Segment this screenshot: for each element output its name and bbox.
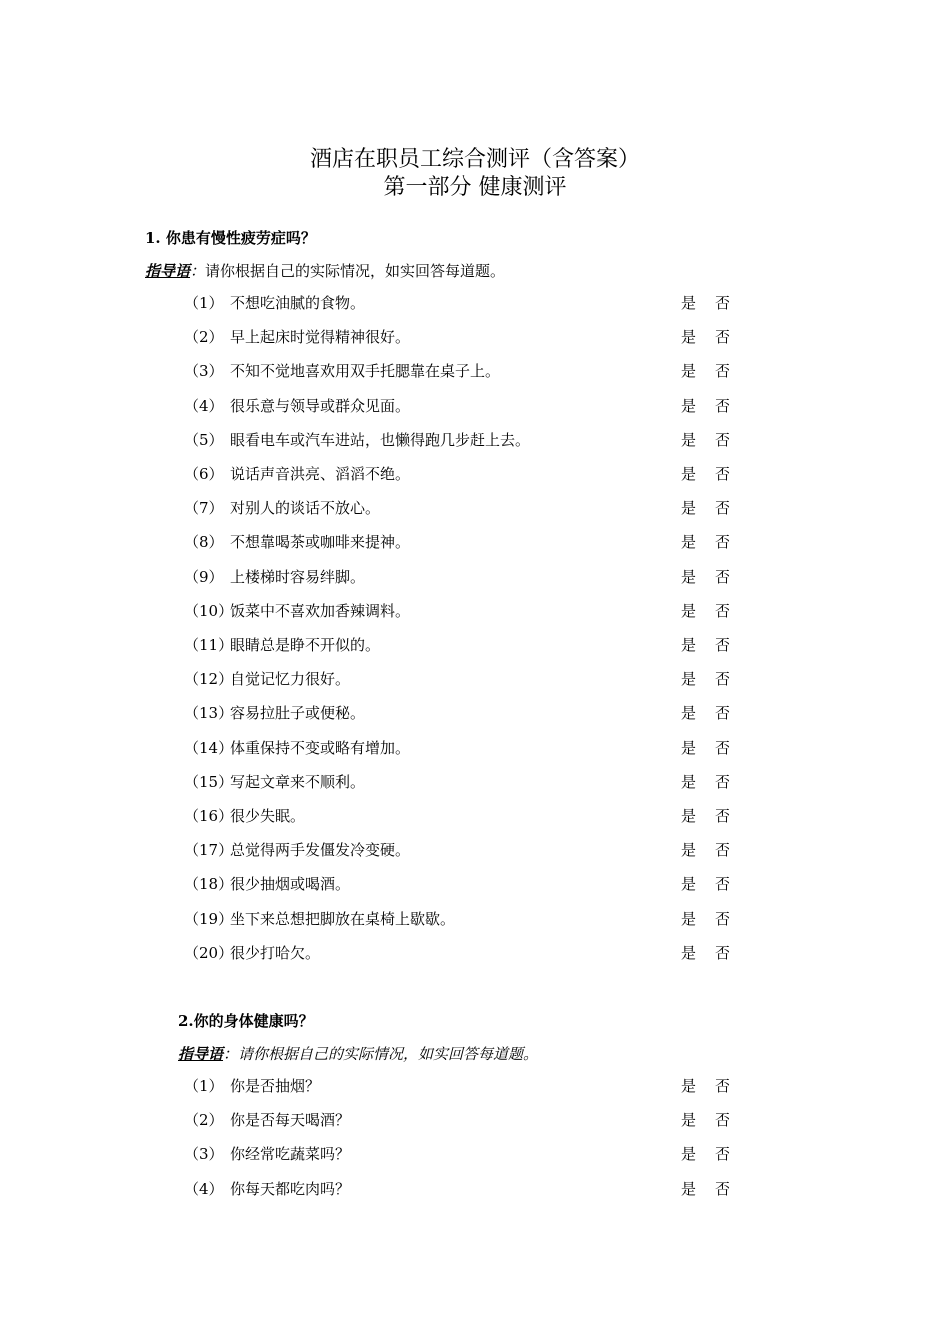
question-row	[0, 942, 950, 966]
question-row	[0, 634, 950, 658]
question-number: （1）	[184, 1077, 224, 1095]
question-row	[0, 771, 950, 795]
answer-yes-option[interactable]: 是	[681, 1077, 697, 1095]
question-row	[0, 1143, 950, 1167]
answer-no-option[interactable]: 否	[715, 841, 731, 860]
section1-guide-label: 指导语	[145, 262, 191, 280]
question-row	[0, 1075, 950, 1099]
answer-yes-option[interactable]: 是	[681, 875, 697, 894]
question-text: 体重保持不变或略有增加。	[230, 738, 411, 757]
question-row	[0, 566, 950, 590]
question-number: （5）	[184, 430, 224, 449]
question-row	[0, 531, 950, 555]
question-number: （11）	[184, 636, 234, 654]
section1-guide-colon: ：	[190, 262, 206, 280]
question-number: （20）	[184, 943, 234, 962]
question-text: 你经常吃蔬菜吗？	[230, 1145, 351, 1164]
answer-no-option[interactable]: 否	[715, 567, 731, 586]
answer-yes-option[interactable]: 是	[681, 1111, 697, 1130]
question-number: （19）	[184, 909, 234, 928]
answer-yes-option[interactable]: 是	[681, 704, 697, 723]
question-text: 很乐意与领导或群众见面。	[230, 396, 411, 415]
answer-no-option[interactable]: 否	[715, 875, 731, 894]
question-row	[0, 292, 950, 316]
answer-yes-option[interactable]: 是	[681, 1179, 697, 1198]
question-row	[0, 395, 950, 419]
question-text: 你是否每天喝酒？	[230, 1111, 351, 1130]
answer-yes-option[interactable]: 是	[681, 601, 697, 620]
answer-yes-option[interactable]: 是	[681, 430, 697, 449]
question-row	[0, 805, 950, 829]
question-row	[0, 668, 950, 692]
question-row	[0, 463, 950, 487]
question-text: 饭菜中不喜欢加香辣调料。	[230, 601, 411, 620]
title-line-1: 酒店在职员工综合测评（含答案）	[309, 147, 640, 172]
section1-guide-text: 请你根据自己的实际情况，如实回答每道题。	[205, 262, 506, 280]
question-text: 你每天都吃肉吗？	[230, 1179, 351, 1198]
question-text: 上楼梯时容易绊脚。	[230, 567, 366, 586]
answer-yes-option[interactable]: 是	[681, 841, 697, 860]
question-row	[0, 737, 950, 761]
question-number: （4）	[184, 1179, 224, 1198]
answer-yes-option[interactable]: 是	[681, 636, 697, 654]
answer-yes-option[interactable]: 是	[681, 294, 697, 312]
question-number: （6）	[184, 465, 224, 483]
question-number: （9）	[184, 567, 224, 586]
question-text: 眼看电车或汽车进站，也懒得跑几步赶上去。	[230, 430, 531, 449]
title-line-2: 第一部分 健康测评	[383, 175, 567, 200]
answer-no-option[interactable]: 否	[715, 909, 731, 928]
question-number: （18）	[184, 875, 234, 894]
answer-yes-option[interactable]: 是	[681, 909, 697, 928]
answer-no-option[interactable]: 否	[715, 636, 731, 654]
answer-no-option[interactable]: 否	[715, 1077, 731, 1095]
question-text: 容易拉肚子或便秘。	[230, 704, 366, 723]
answer-no-option[interactable]: 否	[715, 499, 731, 518]
question-number: （8）	[184, 533, 224, 552]
question-text: 不知不觉地喜欢用双手托腮靠在桌子上。	[230, 362, 501, 381]
answer-no-option[interactable]: 否	[715, 670, 731, 689]
question-number: （1）	[184, 294, 224, 312]
question-text: 不想靠喝茶或咖啡来提神。	[230, 533, 411, 552]
question-text: 自觉记忆力很好。	[230, 670, 351, 689]
answer-no-option[interactable]: 否	[715, 807, 731, 825]
question-row	[0, 1178, 950, 1202]
question-text: 眼睛总是睁不开似的。	[230, 636, 381, 654]
answer-no-option[interactable]: 否	[715, 465, 731, 483]
answer-yes-option[interactable]: 是	[681, 465, 697, 483]
answer-no-option[interactable]: 否	[715, 533, 731, 552]
question-text: 很少失眠。	[230, 807, 306, 825]
answer-no-option[interactable]: 否	[715, 328, 731, 347]
question-text: 不想吃油腻的食物。	[230, 294, 366, 312]
answer-yes-option[interactable]: 是	[681, 772, 697, 791]
answer-no-option[interactable]: 否	[715, 601, 731, 620]
section2-guide-label: 指导语	[178, 1045, 224, 1063]
question-text: 对别人的谈话不放心。	[230, 499, 381, 518]
answer-no-option[interactable]: 否	[715, 396, 731, 415]
question-row	[0, 908, 950, 932]
answer-no-option[interactable]: 否	[715, 738, 731, 757]
answer-no-option[interactable]: 否	[715, 772, 731, 791]
answer-no-option[interactable]: 否	[715, 1111, 731, 1130]
answer-no-option[interactable]: 否	[715, 1145, 731, 1164]
question-row	[0, 1109, 950, 1133]
section2-guide-text: ：请你根据自己的实际情况，如实回答每道题。	[223, 1045, 539, 1063]
section1-guide	[145, 260, 505, 281]
question-text: 总觉得两手发僵发冷变硬。	[230, 841, 411, 860]
answer-yes-option[interactable]: 是	[681, 567, 697, 586]
question-row	[0, 497, 950, 521]
answer-no-option[interactable]: 否	[715, 362, 731, 381]
question-number: （2）	[184, 328, 224, 347]
answer-yes-option[interactable]: 是	[681, 943, 697, 962]
answer-yes-option[interactable]: 是	[681, 362, 697, 381]
question-number: （16）	[184, 807, 234, 825]
question-text: 很少打哈欠。	[230, 943, 321, 962]
question-row	[0, 326, 950, 350]
answer-yes-option[interactable]: 是	[681, 1145, 697, 1164]
answer-no-option[interactable]: 否	[715, 294, 731, 312]
question-text: 说话声音洪亮、滔滔不绝。	[230, 465, 411, 483]
answer-no-option[interactable]: 否	[715, 1179, 731, 1198]
question-text: 写起文章来不顺利。	[230, 772, 366, 791]
question-row	[0, 360, 950, 384]
question-number: （2）	[184, 1111, 224, 1130]
answer-no-option[interactable]: 否	[715, 943, 731, 962]
question-text: 早上起床时觉得精神很好。	[230, 328, 411, 347]
document-title	[0, 146, 950, 202]
question-number: （15）	[184, 772, 234, 791]
question-number: （13）	[184, 704, 234, 723]
answer-yes-option[interactable]: 是	[681, 807, 697, 825]
answer-no-option[interactable]: 否	[715, 430, 731, 449]
question-row	[0, 702, 950, 726]
section1-heading: 1. 你患有慢性疲劳症吗？	[145, 229, 316, 247]
section2-guide	[178, 1043, 538, 1064]
answer-no-option[interactable]: 否	[715, 704, 731, 723]
question-row	[0, 839, 950, 863]
question-number: （7）	[184, 499, 224, 518]
question-number: （3）	[184, 362, 224, 381]
answer-yes-option[interactable]: 是	[681, 499, 697, 518]
question-text: 坐下来总想把脚放在桌椅上歇歇。	[230, 909, 456, 928]
question-row	[0, 873, 950, 897]
question-text: 你是否抽烟？	[230, 1077, 321, 1095]
question-row	[0, 429, 950, 453]
answer-yes-option[interactable]: 是	[681, 328, 697, 347]
question-row	[0, 600, 950, 624]
question-number: （12）	[184, 670, 234, 689]
question-number: （17）	[184, 841, 234, 860]
answer-yes-option[interactable]: 是	[681, 396, 697, 415]
question-text: 很少抽烟或喝酒。	[230, 875, 351, 894]
question-number: （4）	[184, 396, 224, 415]
question-number: （3）	[184, 1145, 224, 1164]
question-number: （10）	[184, 601, 234, 620]
answer-yes-option[interactable]: 是	[681, 670, 697, 689]
answer-yes-option[interactable]: 是	[681, 738, 697, 757]
question-number: （14）	[184, 738, 234, 757]
answer-yes-option[interactable]: 是	[681, 533, 697, 552]
section2-heading: 2.你的身体健康吗？	[178, 1012, 314, 1030]
